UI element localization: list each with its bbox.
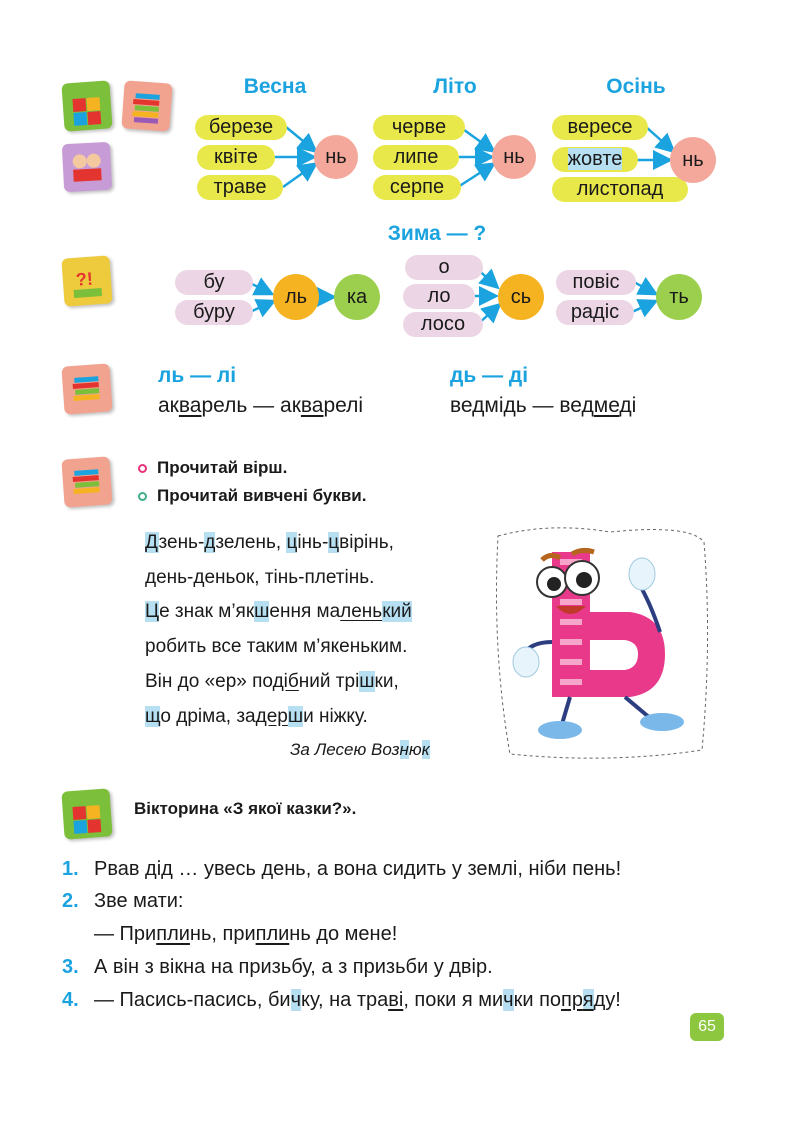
rule-example-right: ведмідь — ведмеді xyxy=(450,394,637,417)
soft-sign-character xyxy=(490,522,712,764)
poem-line: що дріма, задерши ніжку. xyxy=(145,706,368,727)
page-number: 65 xyxy=(690,1013,724,1041)
word-part: жовте xyxy=(552,147,638,172)
ending-circle: нь xyxy=(492,135,536,179)
word-part: лосо xyxy=(403,312,483,337)
ending-circle: ка xyxy=(334,274,380,320)
summer-title: Літо xyxy=(433,75,477,98)
quiz-question-2: 2. Зве мати: xyxy=(62,890,184,912)
quiz-question-4: 4. — Пасись-пасись, бичку, на траві, поки я мички попряду! xyxy=(62,989,621,1011)
word-part: листопад xyxy=(552,177,688,202)
rule-example-left: акварель — акварелі xyxy=(158,394,364,417)
word-part: ло xyxy=(403,284,475,309)
autumn-title: Осінь xyxy=(606,75,666,98)
word-part: серпе xyxy=(373,175,461,200)
word-part: о xyxy=(405,255,483,280)
word-part: траве xyxy=(197,175,283,200)
quiz-question-1: 1. Рвав дід … увесь день, а вона сидить у землі, ніби пень! xyxy=(62,858,622,880)
books-stack-icon xyxy=(61,363,112,414)
middle-circle: ль xyxy=(273,274,319,320)
winter-title: Зима — ? xyxy=(387,222,487,245)
poem-line: день-деньок, тінь-плетінь. xyxy=(145,567,375,588)
word-part: вересе xyxy=(552,115,648,140)
abc-blocks-icon xyxy=(61,80,112,131)
word-part: березе xyxy=(195,115,287,140)
word-part: бу xyxy=(175,270,253,295)
word-part: черве xyxy=(373,115,465,140)
word-part: квіте xyxy=(197,145,275,170)
poem-line: Це знак м’якшення маленький xyxy=(145,601,412,622)
ending-circle: сь xyxy=(498,274,544,320)
word-part: радіс xyxy=(556,300,634,325)
puzzle-question-icon xyxy=(61,255,112,306)
word-part: липе xyxy=(373,145,459,170)
green-bullet-icon xyxy=(138,492,147,501)
task-read-poem: Прочитай вірш. xyxy=(138,458,287,478)
word-part: буру xyxy=(175,300,253,325)
poem-author: За Лесею Вознюк xyxy=(290,740,430,759)
rule-title-right: дь — ді xyxy=(450,364,529,387)
spring-title: Весна xyxy=(243,75,307,98)
quiz-question-3: 3. А він з вікна на призьбу, а з призьби у двір. xyxy=(62,956,493,978)
poem-line: Дзень-дзелень, цінь-цвірінь, xyxy=(145,532,394,553)
books-stack-icon xyxy=(61,456,112,507)
ending-circle: нь xyxy=(670,137,716,183)
task-read-letters: Прочитай вивчені букви. xyxy=(138,486,366,506)
abc-blocks-icon xyxy=(61,788,112,839)
poem-line: Він до «ер» подібний трішки, xyxy=(145,671,399,692)
poem-line: робить все таким м’якеньким. xyxy=(145,636,408,657)
ending-circle: нь xyxy=(314,135,358,179)
books-stack-icon xyxy=(121,80,172,131)
pink-bullet-icon xyxy=(138,464,147,473)
svg-text:?!: ?! xyxy=(75,268,94,290)
word-part: повіс xyxy=(556,270,636,295)
quiz-title: Вікторина «З якої казки?». xyxy=(134,799,357,818)
children-reading-icon xyxy=(62,142,112,192)
rule-title-left: ль — лі xyxy=(158,364,237,387)
ending-circle: ть xyxy=(656,274,702,320)
quiz-question-2-line: — Приплинь, приплинь до мене! xyxy=(94,923,398,945)
